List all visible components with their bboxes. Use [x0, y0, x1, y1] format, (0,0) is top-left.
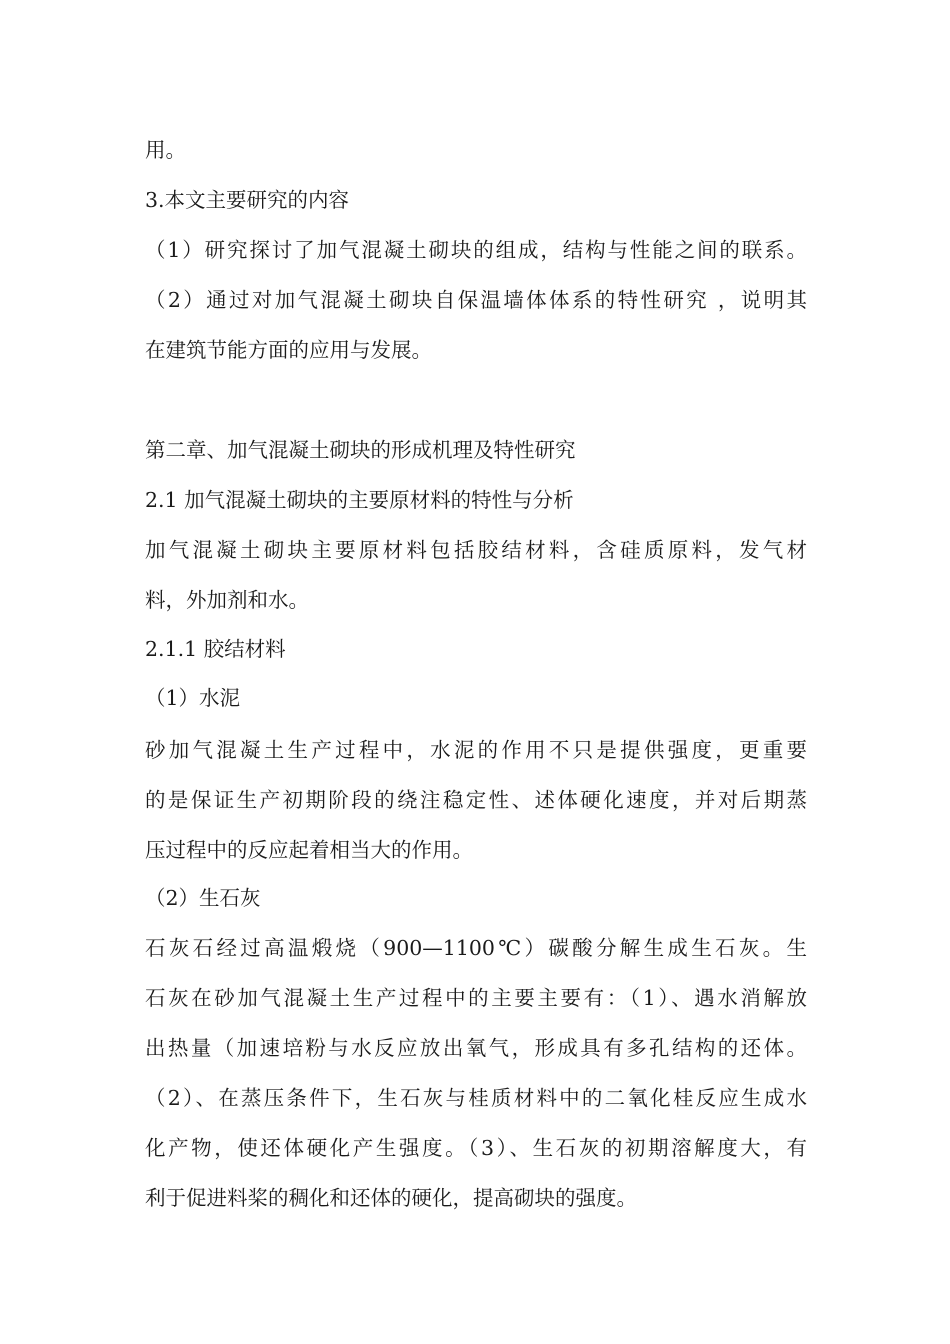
paragraph-line: 化产物，使还体硬化产生强度。（3）、生石灰的初期溶解度大，有 — [145, 1136, 807, 1160]
chapter-heading: 第二章、加气混凝土砌块的形成机理及特性研究 — [145, 438, 576, 462]
paragraph-line: 用。 — [145, 138, 186, 162]
paragraph-line: 压过程中的反应起着相当大的作用。 — [145, 838, 473, 862]
paragraph-line: 石灰石经过高温煅烧（900—1100℃）碳酸分解生成生石灰。生 — [145, 936, 807, 960]
section-heading: 2.1 加气混凝土砌块的主要原材料的特性与分析 — [145, 488, 574, 512]
paragraph-line: 砂加气混凝土生产过程中，水泥的作用不只是提供强度，更重要 — [145, 738, 807, 762]
paragraph-line: （2）、在蒸压条件下，生石灰与桂质材料中的二氧化桂反应生成水 — [145, 1086, 807, 1110]
list-item: （1）研究探讨了加气混凝土砌块的组成，结构与性能之间的联系。 — [145, 238, 807, 262]
list-item: （2）通过对加气混凝土砌块自保温墙体体系的特性研究 ，说明其 — [145, 288, 807, 312]
paragraph-line: 的是保证生产初期阶段的绕注稳定性、述体硬化速度，并对后期蒸 — [145, 788, 807, 812]
paragraph-line: 在建筑节能方面的应用与发展。 — [145, 338, 432, 362]
paragraph-line: 利于促进料桨的稠化和还体的硬化，提高砌块的强度。 — [145, 1186, 637, 1210]
paragraph-line: 石灰在砂加气混凝土生产过程中的主要主要有：（1）、遇水消解放 — [145, 986, 807, 1010]
item-heading: （2）生石灰 — [145, 886, 261, 910]
paragraph-line: 料，外加剂和水。 — [145, 588, 309, 612]
section-heading: 3.本文主要研究的内容 — [145, 188, 350, 212]
paragraph-line: 出热量（加速培粉与水反应放出氧气，形成具有多孔结构的还体。 — [145, 1036, 807, 1060]
item-heading: （1）水泥 — [145, 686, 241, 710]
subsection-heading: 2.1.1 胶结材料 — [145, 637, 286, 661]
paragraph-line: 加气混凝土砌块主要原材料包括胶结材料，含硅质原料，发气材 — [145, 538, 807, 562]
